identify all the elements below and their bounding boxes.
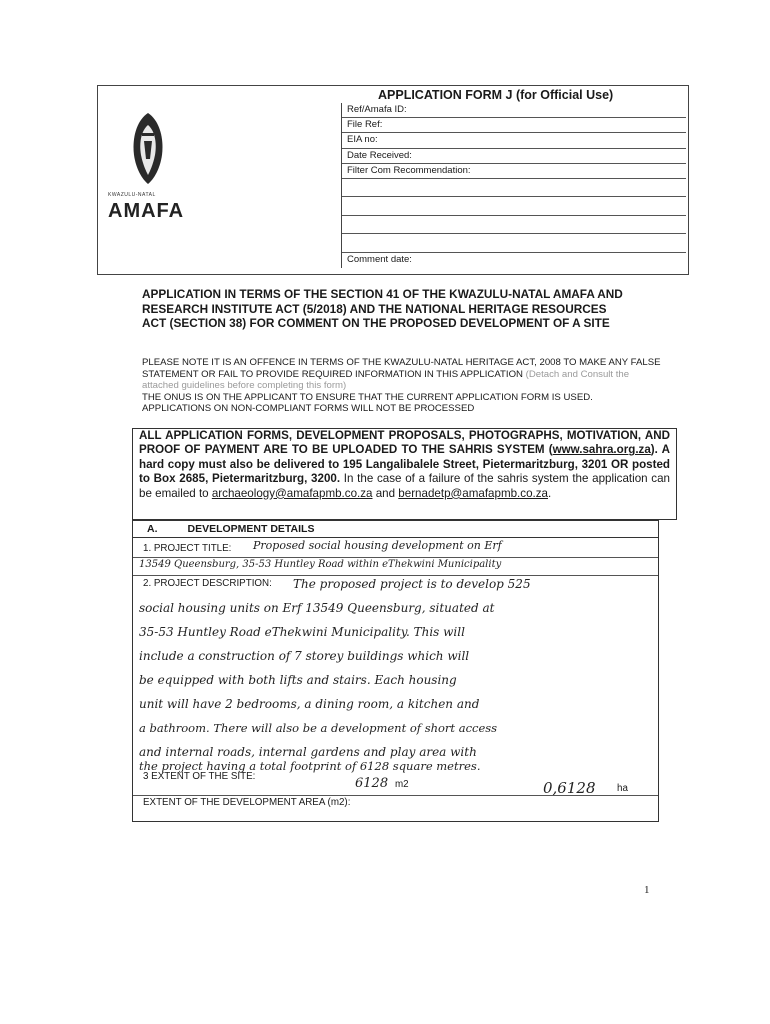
onus-notice-text: THE ONUS IS ON THE APPLICANT TO ENSURE THAT THE CURRENT APPLICATION FORM IS USED. APPLICATIONS ON NON-COMPLIANT FORMS WILL NOT BE PROCESSED: [142, 391, 593, 414]
filter-com-recommendation-field[interactable]: Filter Com Recommendation:: [342, 164, 686, 179]
shield-emblem-icon: [128, 111, 168, 186]
blank-line[interactable]: [342, 234, 686, 253]
extent-of-site-label: 3 EXTENT OF THE SITE:: [143, 771, 256, 782]
extent-of-site-unit: m2: [395, 779, 409, 790]
logo-wordmark: AMAFA: [108, 200, 185, 222]
upload-instructions-bold: ALL APPLICATION FORMS, DEVELOPMENT PROPOSALS, PHOTOGRAPHS, MOTIVATION, AND PROOF OF PAYMENT ARE TO BE UPLOADED TO THE SAHRIS SYSTEM (: [139, 429, 670, 457]
date-received-field[interactable]: Date Received:: [342, 149, 686, 164]
upload-instructions-box: [132, 428, 677, 520]
ref-amafa-id-field[interactable]: Ref/Amafa ID:: [342, 103, 686, 118]
description-line[interactable]: social housing units on Erf 13549 Queensburg, situated at: [139, 601, 495, 615]
description-line[interactable]: a bathroom. There will also be a development of short access: [139, 721, 498, 735]
description-line[interactable]: include a construction of 7 storey buildings which will: [139, 649, 470, 663]
divider: [133, 575, 658, 576]
project-description-label: 2. PROJECT DESCRIPTION:: [143, 578, 272, 589]
section-a-header: [133, 521, 658, 538]
divider: [133, 795, 658, 796]
offence-notice: [142, 357, 662, 415]
and-text: and: [372, 486, 399, 500]
divider: [133, 557, 658, 558]
sahra-link[interactable]: www.sahra.org.za: [552, 443, 651, 457]
project-title-handwriting[interactable]: Proposed social housing development on Erf: [253, 539, 502, 552]
amafa-logo: [108, 106, 185, 236]
eia-no-field[interactable]: EIA no:: [342, 133, 686, 148]
bernadetp-email-link[interactable]: bernadetp@amafapmb.co.za: [398, 486, 548, 500]
guidelines-note: (Detach and Consult the attached guidelines before completing this form): [142, 368, 630, 391]
extent-of-site-hectares[interactable]: 0,6128: [543, 779, 596, 797]
reference-table: [341, 103, 686, 268]
extent-of-development-label: EXTENT OF THE DEVELOPMENT AREA (m2):: [143, 797, 351, 808]
notice-text: PLEASE NOTE IT IS AN OFFENCE IN TERMS OF THE KWAZULU-NATAL HERITAGE ACT, 2008 TO MAKE ANY FALSE STATEMENT OR FAIL TO PROVIDE REQUIRED INFORMATION IN THIS APPLICATION: [142, 357, 661, 380]
email-instructions: In the case of a failure of the sahris system the application can be emailed to: [139, 472, 670, 500]
logo-subtitle: KWAZULU-NATAL: [108, 192, 156, 198]
description-line[interactable]: and internal roads, internal gardens and play area with: [139, 745, 477, 759]
form-title: APPLICATION FORM J (for Official Use): [378, 88, 614, 102]
project-title-label: 1. PROJECT TITLE:: [143, 543, 232, 554]
section-letter: A.: [147, 523, 158, 535]
delivery-address: ). A hard copy must also be delivered to 195 Langalibalele Street, Pietermaritzburg, 3201 OR posted to Box 2685, Pietermaritzburg, 3200.: [139, 443, 671, 486]
application-heading: APPLICATION IN TERMS OF THE SECTION 41 OF THE KWAZULU-NATAL AMAFA AND RESEARCH INSTITUTE ACT (5/2018) AND THE NATIONAL HERITAGE RESOURCES ACT (SECTION 38) FOR COMMENT ON THE PROPOSED DEVELOPMENT OF A SITE: [142, 287, 623, 330]
section-a-development-details: [132, 520, 659, 822]
page-number: 1: [644, 884, 650, 896]
description-line[interactable]: the project having a total footprint of 6128 square metres.: [139, 759, 481, 773]
description-line[interactable]: 35-53 Huntley Road eThekwini Municipality. This will: [139, 625, 465, 639]
blank-line[interactable]: [342, 179, 686, 198]
archaeology-email-link[interactable]: archaeology@amafapmb.co.za: [211, 486, 373, 500]
extent-of-site-value[interactable]: 6128: [355, 776, 389, 791]
official-use-header: [97, 85, 689, 275]
blank-line[interactable]: [342, 197, 686, 216]
description-line[interactable]: The proposed project is to develop 525: [293, 577, 531, 591]
comment-date-field[interactable]: Comment date:: [347, 253, 412, 265]
blank-line[interactable]: [342, 216, 686, 235]
project-title-handwriting-2[interactable]: 13549 Queensburg, 35-53 Huntley Road within eThekwini Municipality: [139, 559, 502, 570]
period-text: .: [548, 486, 552, 500]
hectares-unit: ha: [617, 783, 628, 794]
description-line[interactable]: unit will have 2 bedrooms, a dining room, a kitchen and: [139, 697, 480, 711]
description-line[interactable]: be equipped with both lifts and stairs. Each housing: [139, 673, 457, 687]
section-title: DEVELOPMENT DETAILS: [187, 523, 315, 535]
file-ref-field[interactable]: File Ref:: [342, 118, 686, 133]
